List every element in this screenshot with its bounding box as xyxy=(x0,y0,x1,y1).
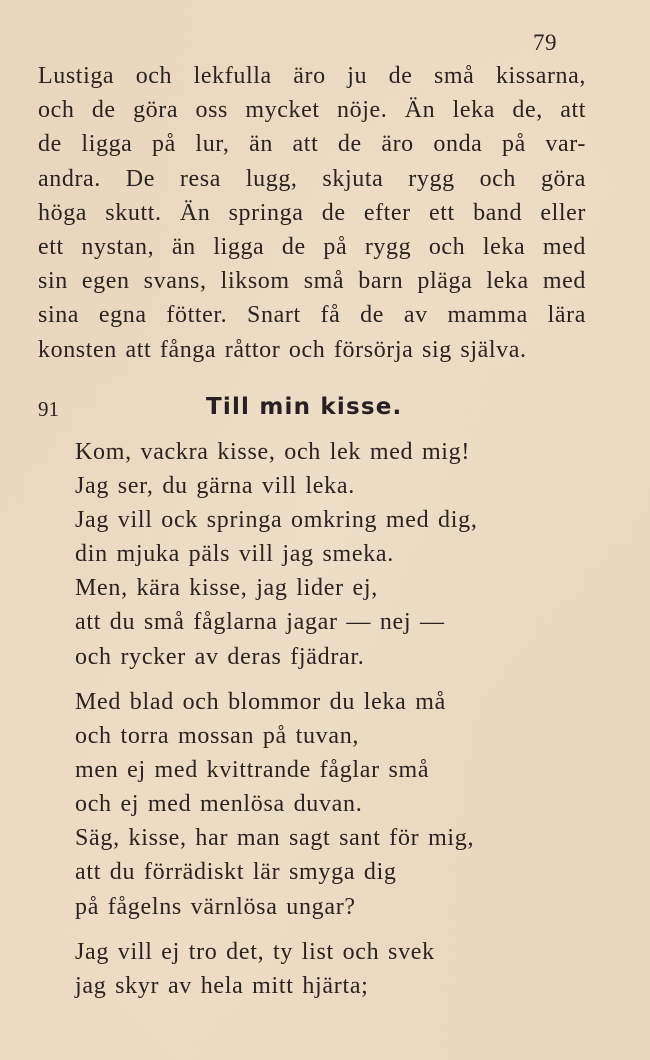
verse-line: och torra mossan på tuvan, xyxy=(75,723,360,750)
verse-line: att du små fåglarna jagar — nej — xyxy=(75,609,445,636)
verse-line: men ej med kvittrande fåglar små xyxy=(75,757,430,784)
verse-line: Jag ser, du gärna vill leka. xyxy=(75,473,355,500)
verse-line: Med blad och blommor du leka må xyxy=(75,689,446,715)
verse-line: och rycker av deras fjädrar. xyxy=(75,643,365,670)
prose-line: sina egna fötter. Snart få de av mamma lära xyxy=(38,302,586,329)
prose-line: och de göra oss mycket nöje. Än leka de, att xyxy=(38,97,586,124)
poem-stanza xyxy=(75,685,474,924)
prose-line: Lustiga och lekfulla äro ju de små kissarna, xyxy=(38,63,586,89)
verse-line: att du förrädiskt lär smyga dig xyxy=(75,859,397,886)
verse-line: Jag vill ej tro det, ty list och svek xyxy=(75,939,435,965)
prose-line: sin egen svans, liksom små barn pläga leka med xyxy=(38,268,586,295)
poem-stanza xyxy=(75,435,478,674)
verse-line: Men, kära kisse, jag lider ej, xyxy=(75,575,378,602)
verse-line: Jag vill ock springa omkring med dig, xyxy=(75,507,478,534)
prose-line: ett nystan, än ligga de på rygg och leka med xyxy=(38,234,586,261)
poem-title: Till min kisse. xyxy=(206,394,403,420)
verse-line: och ej med menlösa duvan. xyxy=(75,791,363,818)
prose-line: de ligga på lur, än att de äro onda på var- xyxy=(38,131,586,158)
prose-line: höga skutt. Än springa de efter ett band eller xyxy=(38,199,586,226)
verse-line: Säg, kisse, har man sagt sant för mig, xyxy=(75,825,475,852)
verse-line: på fågelns värnlösa ungar? xyxy=(75,893,356,920)
verse-line: Kom, vackra kisse, och lek med mig! xyxy=(75,439,471,465)
verse-line: din mjuka päls vill jag smeka. xyxy=(75,541,394,568)
poem-stanza xyxy=(75,935,435,1003)
poem-number: 91 xyxy=(38,397,59,421)
prose-line: andra. De resa lugg, skjuta rygg och göra xyxy=(38,165,586,192)
prose-line: konsten att fånga råttor och försörja sig själva. xyxy=(38,336,527,363)
page-number: 79 xyxy=(533,30,557,55)
verse-line: jag skyr av hela mitt hjärta; xyxy=(75,973,369,1000)
prose-paragraph xyxy=(38,59,586,367)
